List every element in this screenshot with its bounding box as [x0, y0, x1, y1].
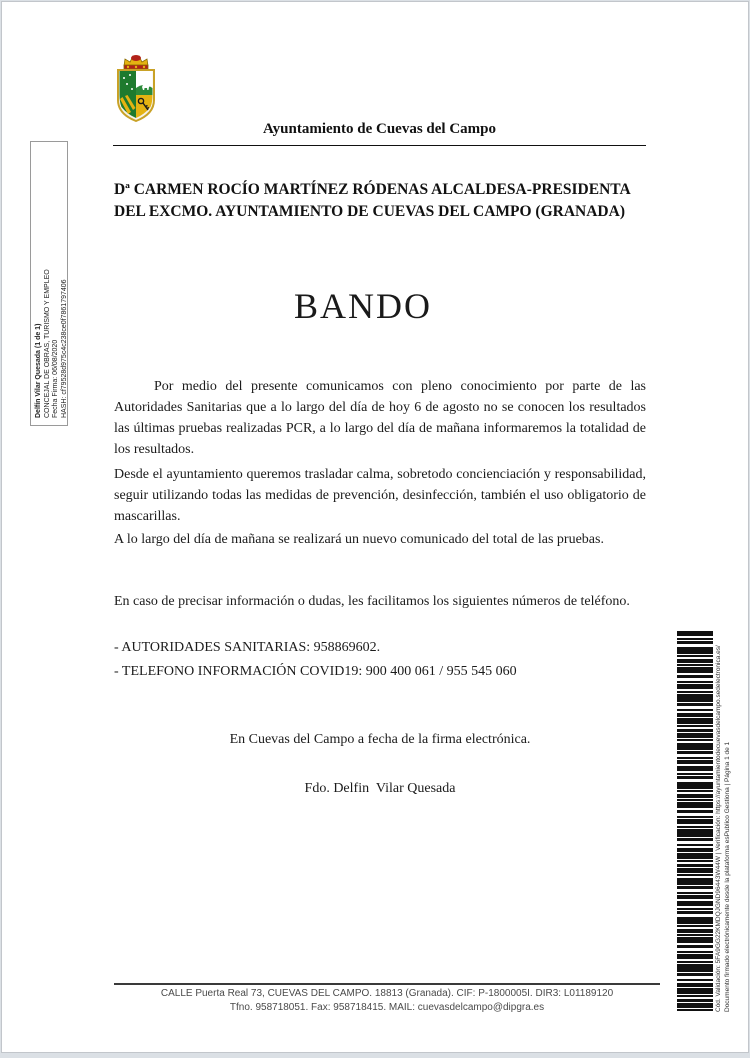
signature-line: Fdo. Delfin Vilar Quesada	[304, 781, 456, 796]
signature-stamp-text	[35, 150, 69, 418]
platform-signature-text: Documento firmado electrónicamente desde la plataforma esPublico Gestiona | Página 1 de 1	[724, 741, 731, 1012]
signer-name: Delfín Vilar Quesada (1 de 1)	[35, 323, 42, 418]
signature-date: Fecha Firma: 06/08/2020	[52, 339, 59, 418]
footer-address-line: CALLE Puerta Real 73, CUEVAS DEL CAMPO. 18813 (Granada). CIF: P-1800005I. DIR3: L01189120	[160, 988, 614, 999]
footer-contact-block	[114, 987, 660, 1014]
footer-divider	[114, 983, 660, 985]
place-and-date-line: En Cuevas del Campo a fecha de la firma electrónica.	[229, 732, 531, 747]
issuer-heading: Dª CARMEN ROCÍO MARTÍNEZ RÓDENAS ALCALDESA-PRESIDENTA DEL EXCMO. AYUNTAMIENTO DE CUEVAS DEL CAMPO (GRANADA)	[114, 181, 630, 220]
signature-hash: HASH: cf79528d975c4c238ce0f7861797406	[60, 279, 68, 418]
phone-covid-info: - TELEFONO INFORMACIÓN COVID19: 900 400 061 / 955 545 060	[114, 664, 517, 679]
organization-name: Ayuntamiento de Cuevas del Campo	[262, 121, 497, 137]
phone-sanitary-authorities: - AUTORIDADES SANITARIAS: 958869602.	[114, 640, 381, 655]
footer-phone-line: Tfno. 958718051. Fax: 958718415. MAIL: cuevasdelcampo@dipgra.es	[229, 1001, 545, 1013]
coat-of-arms-icon	[114, 52, 158, 122]
document-title: BANDO	[293, 286, 432, 326]
electronic-signature-stamp	[30, 141, 68, 426]
document-page	[1, 1, 749, 1053]
paragraph-contact-intro: En caso de precisar información o dudas, les facilitamos los siguientes números de teléfono.	[114, 594, 630, 609]
header-divider	[113, 145, 646, 146]
paragraph-calm: Desde el ayuntamiento queremos trasladar calma, sobretodo concienciación y responsabilidad, seguir utilizando todas las medidas de prevención, desinfección, también el uso obligatorio de mascarillas.	[114, 467, 646, 524]
paragraph-announcement: Por medio del presente comunicamos con pleno conocimiento por parte de las Autoridades Sanitarias que a lo largo del día de hoy 6 de agosto no se conocen los resultados las últimas pruebas realizadas PCR, a lo largo del día de mañana informaremos la totalidad de los resultados.	[114, 379, 646, 457]
validation-code-text: Cód. Validación: 5FA9GG22KMDQJGND96443W44W | Verificación: https://ayuntamientodecuevasdelcampo.sedelectronica.es/	[715, 645, 722, 1012]
paragraph-next-communication: A lo largo del día de mañana se realizará un nuevo comunicado del total de las pruebas.	[114, 532, 604, 547]
signer-role: CONCEJAL DE OBRAS, TURISMO Y EMPLEO	[43, 269, 51, 418]
verification-barcode	[677, 631, 713, 1012]
